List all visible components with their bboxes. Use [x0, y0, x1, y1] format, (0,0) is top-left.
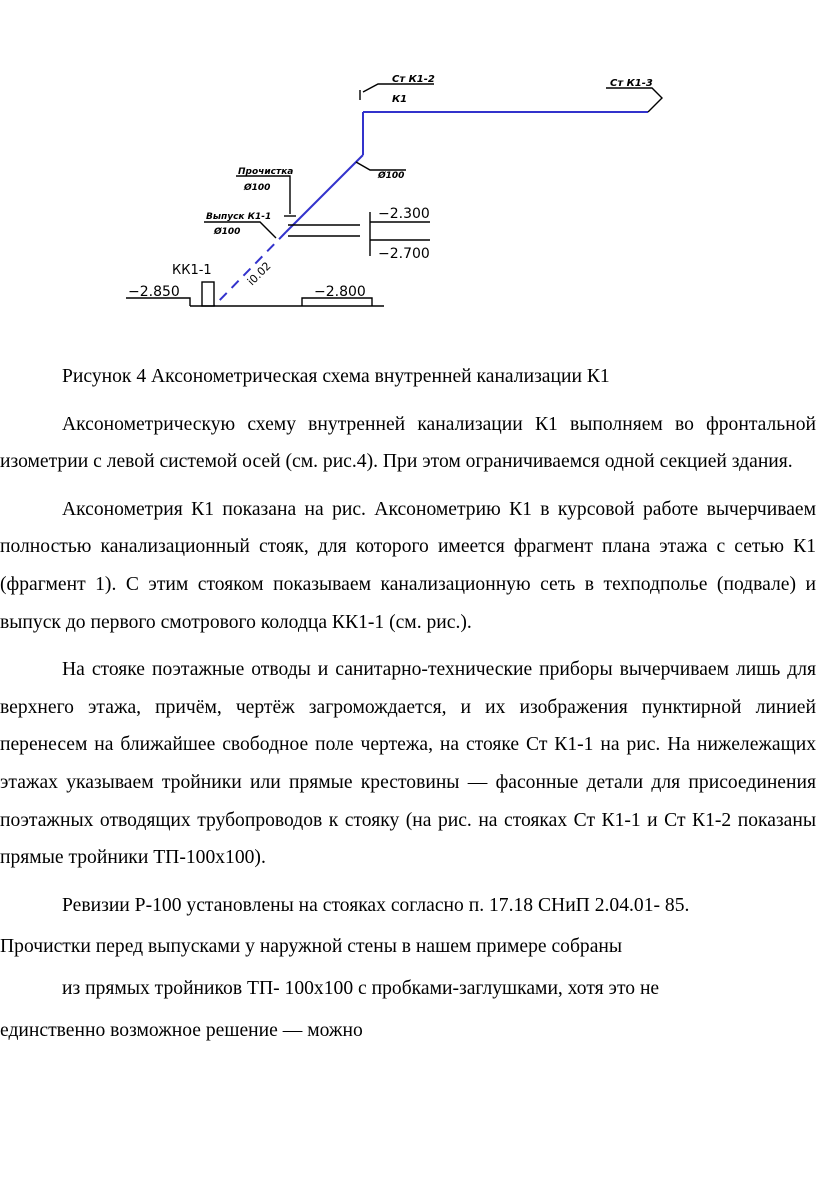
figure-caption: Рисунок 4 Аксонометрическая схема внутренней канализации К1 [62, 366, 610, 387]
label-k1: К1 [392, 94, 408, 105]
label-riser-dia: Ø100 [378, 171, 405, 181]
label-level-ground: −2.800 [314, 284, 366, 300]
paragraph-1: Аксонометрическую схему внутренней канализации К1 выполняем во фронтальной изометрии с левой системой осей (см. рис.4). При этом ограничиваемся одной секцией здания. [0, 413, 816, 473]
leader-cleanout [236, 176, 290, 214]
leader-riser-top [363, 84, 434, 92]
paragraph-2: Аксонометрия К1 показана на рис. Аксонометрию К1 в курсовой работе вычерчиваем полностью канализационный стояк, для которого имеется фрагмент плана этажа с сетью К1 (фрагмент 1). С этим стояком показываем канализационную сеть в техподполье (подвале) и выпуск до первого смотрового колодца КК1-1 (см. рис.). [0, 498, 816, 633]
label-outlet-dia: Ø100 [214, 227, 241, 237]
document-body [0, 358, 816, 1049]
paragraph-4: Ревизии Р-100 установлены на стояках согласно п. 17.18 СНиП 2.04.01- 85. [62, 894, 690, 916]
paragraph-7: единственно возможное решение — можно [0, 1019, 363, 1041]
label-level-2: −2.700 [378, 246, 430, 262]
label-outlet: Выпуск К1-1 [206, 212, 272, 222]
axonometric-sewer-diagram [0, 0, 816, 340]
pipe-network [214, 112, 648, 306]
label-well: КК1-1 [172, 263, 212, 278]
paragraph-5: Прочистки перед выпусками у наружной стены в нашем примере собраны [0, 936, 623, 958]
outlet-pipe-dashed [214, 232, 286, 306]
well-symbol [202, 282, 214, 306]
label-riser-right: Ст К1-3 [610, 78, 653, 89]
leader-riser-dia [356, 162, 406, 170]
paragraph-3: На стояке поэтажные отводы и санитарно-технические приборы вычерчиваем лишь для верхнего этажа, причём, чертёж загромождается, и их изображения пунктирной линией перенесем на ближайшее свободное поле чертежа, на стояке Ст К1-1 на рис. На нижележащих этажах указываем тройники или прямые крестовины — фасонные детали для присоединения поэтажных отводящих трубопроводов к стояку (на рис. на стояках Ст К1-1 и Ст К1-2 показаны прямые тройники ТП-100х100). [0, 659, 816, 869]
label-riser-top: Ст К1-2 [392, 74, 435, 85]
leader-riser-right [606, 88, 662, 112]
label-cleanout: Прочистка [238, 167, 294, 177]
label-level-1: −2.300 [378, 206, 430, 222]
label-slope: i0.02 [244, 259, 274, 289]
label-cleanout-dia: Ø100 [244, 183, 271, 193]
paragraph-6: из прямых тройников ТП- 100х100 с пробками-заглушками, хотя это не [62, 977, 660, 999]
diagonal-pipe [286, 155, 363, 232]
label-level-well: −2.850 [128, 284, 180, 300]
